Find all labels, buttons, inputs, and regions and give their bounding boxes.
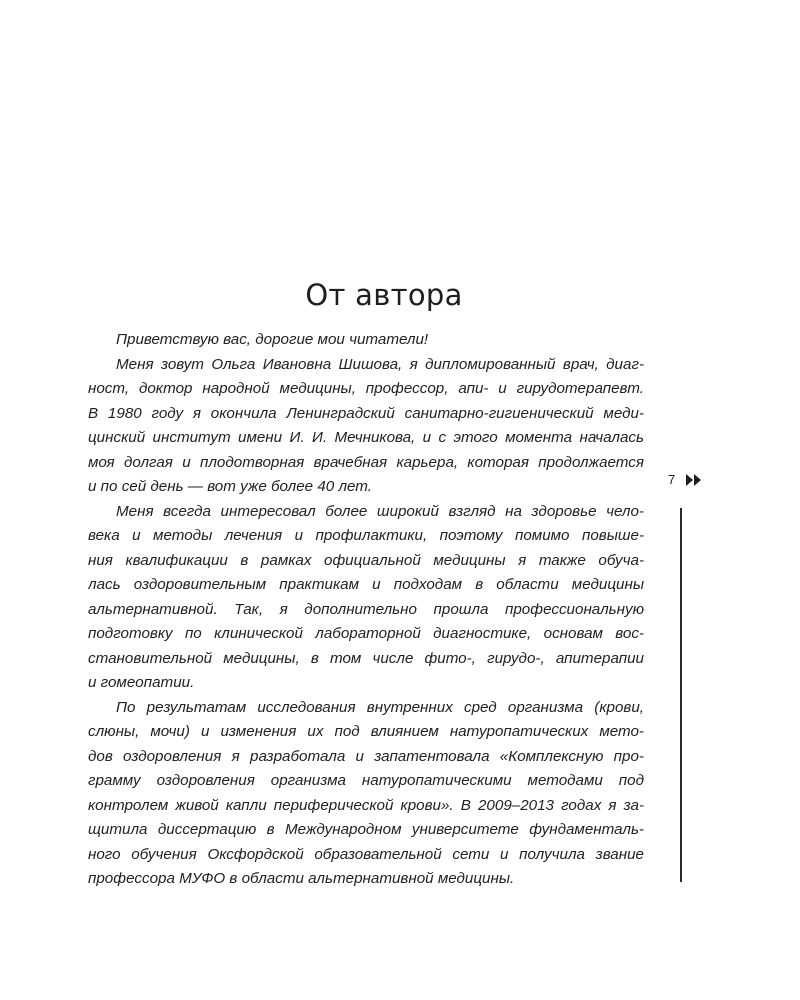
page-number: 7 (668, 472, 676, 487)
text-line: альтернативной. Так, я дополнительно прошла профессиональную (88, 600, 644, 618)
text-line: слюны, мочи) и изменения их под влиянием натуропатических мето- (88, 723, 644, 740)
text-line: подготовку по клинической лабораторной диагностике, основам вос- (88, 625, 644, 642)
text-line: ния квалификации в рамках официальной медицины я также обуча- (88, 551, 644, 569)
text-line: щитила диссертацию в Международном университете фундаменталь- (88, 821, 644, 838)
text-line: В 1980 году я окончила Ленинградский санитарно-гигиенический меди- (88, 404, 644, 422)
text-line: Меня всегда интересовал более широкий взгляд на здоровье чело- (116, 502, 644, 520)
text-line: становительной медицины, в том числе фито-, гирудо-, апитерапии (88, 649, 644, 667)
text-line: века и методы лечения и профилактики, поэтому помимо повыше- (88, 527, 644, 544)
text-line: профессора МУФО в области альтернативной медицины. (88, 870, 515, 887)
page-title: От автора (305, 278, 463, 312)
text-line: Меня зовут Ольга Ивановна Шишова, я дипломированный врач, диаг- (116, 355, 644, 373)
text-line: моя долгая и плодотворная врачебная карьера, которая продолжается (88, 453, 644, 471)
text-line: ного обучения Оксфордской образовательной сети и получила звание (88, 845, 644, 863)
margin-rule (680, 508, 682, 882)
text-line: и по сей день — вот уже более 40 лет. (88, 478, 372, 495)
text-line: лась оздоровительным практикам и подходам в области медицины (88, 576, 644, 593)
text-line: грамму оздоровления организма натуропатическими методами под (88, 772, 644, 789)
text-line: дов оздоровления я разработала и запатентовала «Комплексную про- (88, 747, 644, 765)
text-line: цинский институт имени И. И. Мечникова, и с этого момента началась (88, 429, 644, 446)
text-line: Приветствую вас, дорогие мои читатели! (116, 331, 429, 348)
text-line: По результатам исследования внутренних сред организма (крови, (116, 698, 644, 716)
body-text (88, 328, 644, 892)
text-line: ност, доктор народной медицины, профессор, апи- и гирудотерапевт. (88, 380, 644, 397)
text-line: и гомеопатии. (88, 674, 195, 691)
double-chevron-right-icon (685, 474, 703, 486)
text-line: контролем живой капли периферической крови». В 2009–2013 годах я за- (88, 796, 644, 814)
